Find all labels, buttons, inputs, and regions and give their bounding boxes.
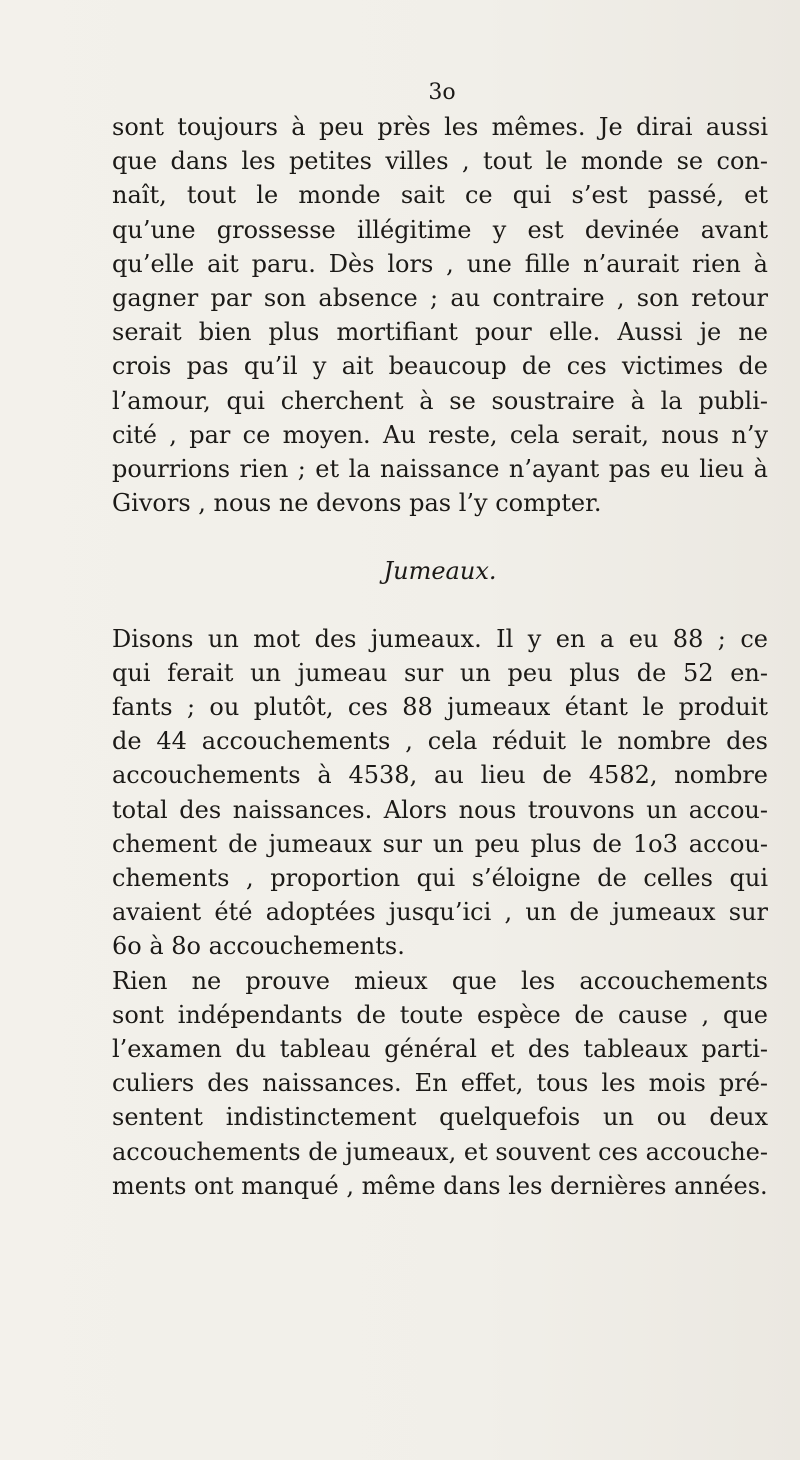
text-line: l’examen du tableau général et des tableaux parti- [112, 1035, 768, 1064]
text-line: Disons un mot des jumeaux. Il y en a eu 88 ; ce [112, 624, 768, 653]
text-line: serait bien plus mortifiant pour elle. Aussi je ne [112, 318, 768, 347]
text-line: pourrions rien ; et la naissance n’ayant pas eu lieu à [112, 455, 768, 484]
text-line: qui ferait un jumeau sur un peu plus de 52 en- [112, 658, 768, 687]
text-line: sont toujours à peu près les mêmes. Je dirai aussi [112, 113, 768, 141]
paragraph-2 [112, 622, 768, 964]
text-line: chement de jumeaux sur un peu plus de 1o3 accou- [112, 829, 768, 858]
paragraph-1 [112, 110, 768, 520]
text-line: cité , par ce moyen. Au reste, cela serait, nous n’y [112, 420, 768, 449]
text-line: Givors , nous ne devons pas l’y compter. [112, 489, 602, 518]
text-line: qu’elle ait paru. Dès lors , une fille n’aurait rien à [112, 249, 768, 278]
text-line: culiers des naissances. En effet, tous les mois pré- [112, 1069, 768, 1098]
page-body [112, 110, 768, 1203]
text-line: que dans les petites villes , tout le monde se con- [112, 147, 768, 176]
text-line: gagner par son absence ; au contraire , son retour [112, 284, 768, 313]
text-line: l’amour, qui cherchent à se soustraire à la publi- [112, 386, 768, 415]
text-line: accouchements à 4538, au lieu de 4582, nombre [112, 761, 768, 790]
page-number: 3o [428, 80, 456, 105]
text-line: sentent indistinctement quelquefois un ou deux [112, 1103, 768, 1132]
section-heading: Jumeaux. [383, 557, 497, 586]
paragraph-3 [112, 964, 768, 1203]
text-line: ments ont manqué , même dans les dernières années. [112, 1171, 768, 1200]
text-line: sont indépendants de toute espèce de cause , que [112, 1000, 768, 1029]
text-line: avaient été adoptées jusqu’ici , un de jumeaux sur [112, 898, 768, 927]
text-line: total des naissances. Alors nous trouvons un accou- [112, 795, 768, 824]
text-line: naît, tout le monde sait ce qui s’est passé, et [112, 181, 768, 210]
text-line: crois pas qu’il y ait beaucoup de ces victimes de [112, 352, 768, 381]
text-line: Rien ne prouve mieux que les accouchements [112, 966, 768, 995]
text-line: 6o à 8o accouchements. [112, 932, 405, 961]
text-line: qu’une grossesse illégitime y est devinée avant [112, 215, 768, 244]
text-line: accouchements de jumeaux, et souvent ces accouche- [112, 1137, 768, 1166]
text-line: fants ; ou plutôt, ces 88 jumeaux étant le produit [112, 693, 768, 722]
text-line: de 44 accouchements , cela réduit le nombre des [112, 727, 768, 756]
text-line: chements , proportion qui s’éloigne de celles qui [112, 864, 768, 893]
